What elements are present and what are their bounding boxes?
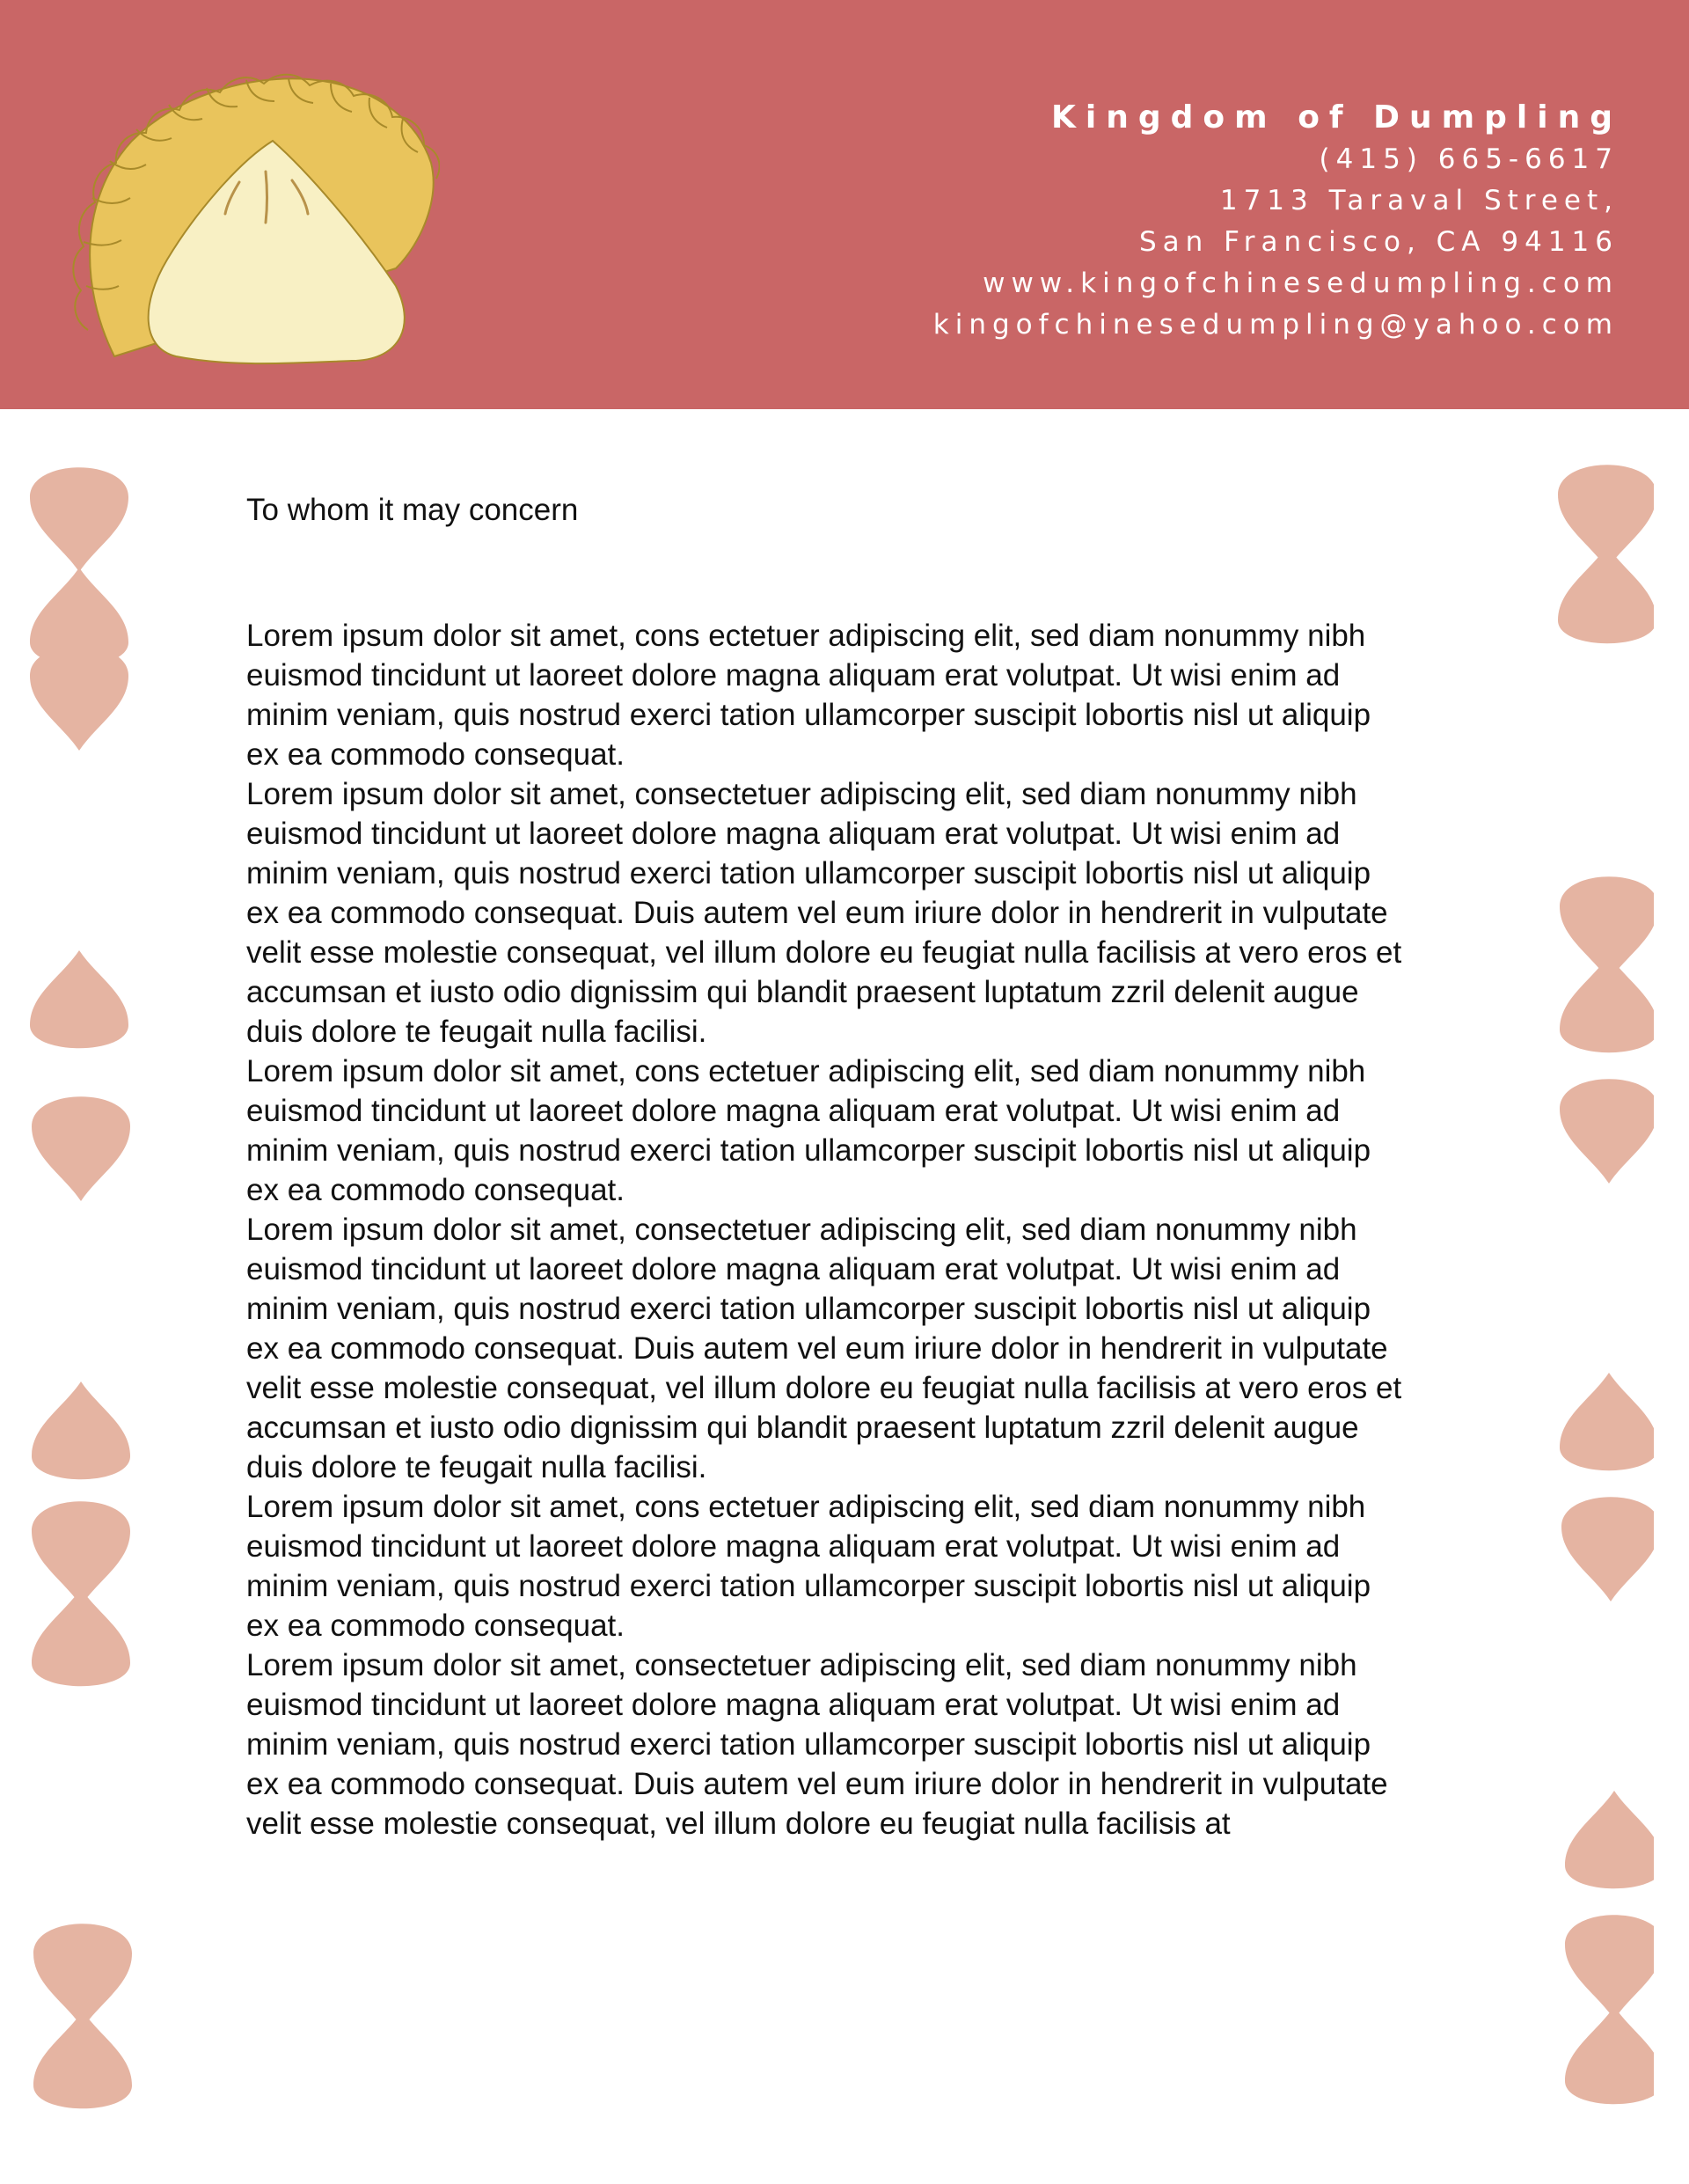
- dumpling-petal-icon: [1560, 955, 1654, 1052]
- letter-paragraph: Lorem ipsum dolor sit amet, consectetuer adipiscing elit, sed diam nonummy nibh euismod tincidunt ut laoreet dolore magna aliquam erat volutpat. Ut wisi enim ad minim veniam, quis nostrud exerci tation ullamcorper suscipit lobortis nisl ut aliquip ex ea commodo consequat. Duis autem vel eum iriure dolor in hendrerit in vulputate velit esse molestie consequat, vel illum dolore eu feugiat nulla facilisis at vero eros et accumsan et iusto odio dignissim qui blandit praesent luptatum zzril delenit augue duis dolore te feugait nulla facilisi.: [246, 777, 1402, 1049]
- dumpling-petal-icon: [1560, 1079, 1654, 1184]
- company-name: Kingdom of Dumpling: [1051, 99, 1622, 136]
- dumpling-petal-icon: [33, 2011, 132, 2108]
- letter-paragraph: Lorem ipsum dolor sit amet, cons ectetuer adipiscing elit, sed diam nonummy nibh euismod tincidunt ut laoreet dolore magna aliquam erat volutpat. Ut wisi enim ad minim veniam, quis nostrud exerci tation ullamcorper suscipit lobortis nisl ut aliquip ex ea commodo consequat.: [246, 1054, 1371, 1207]
- address-city: San Francisco, CA 94116: [1139, 226, 1619, 258]
- letter-paragraph: Lorem ipsum dolor sit amet, consectetuer adipiscing elit, sed diam nonummy nibh euismod tincidunt ut laoreet dolore magna aliquam erat volutpat. Ut wisi enim ad minim veniam, quis nostrud exerci tation ullamcorper suscipit lobortis nisl ut aliquip ex ea commodo consequat. Duis autem vel eum iriure dolor in hendrerit in vulputate velit esse molestie consequat, vel illum dolore eu feugiat nulla facilisis at: [246, 1648, 1388, 1841]
- phone-number: (415) 665-6617: [1319, 143, 1619, 175]
- left-petal-decoration: [18, 0, 141, 2184]
- letter-paragraph: Lorem ipsum dolor sit amet, consectetuer adipiscing elit, sed diam nonummy nibh euismod tincidunt ut laoreet dolore magna aliquam erat volutpat. Ut wisi enim ad minim veniam, quis nostrud exerci tation ullamcorper suscipit lobortis nisl ut aliquip ex ea commodo consequat. Duis autem vel eum iriure dolor in hendrerit in vulputate velit esse molestie consequat, vel illum dolore eu feugiat nulla facilisis at vero eros et accumsan et iusto odio dignissim qui blandit praesent luptatum zzril delenit augue duis dolore te feugait nulla facilisi.: [246, 1213, 1402, 1484]
- contact-block: [932, 97, 1622, 346]
- dumpling-petal-icon: [32, 1096, 130, 1201]
- dumpling-petal-icon: [1561, 1497, 1654, 1601]
- dumpling-petal-icon: [32, 1588, 130, 1686]
- dumpling-petal-icon: [30, 950, 128, 1048]
- dumpling-petal-icon: [1558, 546, 1654, 643]
- website-link[interactable]: www.kingofchinesedumpling.com: [983, 268, 1619, 299]
- right-petal-decoration: [1531, 0, 1654, 2184]
- dumpling-petal-icon: [1565, 1915, 1654, 2019]
- dumpling-petal-icon: [32, 1381, 130, 1479]
- dumpling-petal-icon: [1565, 2006, 1654, 2104]
- letter-paragraph: Lorem ipsum dolor sit amet, cons ectetuer adipiscing elit, sed diam nonummy nibh euismod tincidunt ut laoreet dolore magna aliquam erat volutpat. Ut wisi enim ad minim veniam, quis nostrud exerci tation ullamcorper suscipit lobortis nisl ut aliquip ex ea commodo consequat.: [246, 619, 1371, 772]
- letterhead-header: [0, 0, 1689, 409]
- email-link[interactable]: kingofchinesedumpling@yahoo.com: [932, 309, 1619, 341]
- dumpling-petal-icon: [30, 467, 128, 572]
- letter-paragraph: Lorem ipsum dolor sit amet, cons ectetuer adipiscing elit, sed diam nonummy nibh euismod tincidunt ut laoreet dolore magna aliquam erat volutpat. Ut wisi enim ad minim veniam, quis nostrud exerci tation ullamcorper suscipit lobortis nisl ut aliquip ex ea commodo consequat.: [246, 1490, 1371, 1643]
- address-street: 1713 Taraval Street,: [1219, 185, 1619, 216]
- dumpling-petal-icon: [30, 646, 128, 751]
- dumpling-petal-icon: [1560, 1373, 1654, 1470]
- letter-greeting: To whom it may concern: [246, 493, 579, 527]
- letter-body: [246, 616, 1408, 1843]
- dumpling-petal-icon: [1565, 1791, 1654, 1888]
